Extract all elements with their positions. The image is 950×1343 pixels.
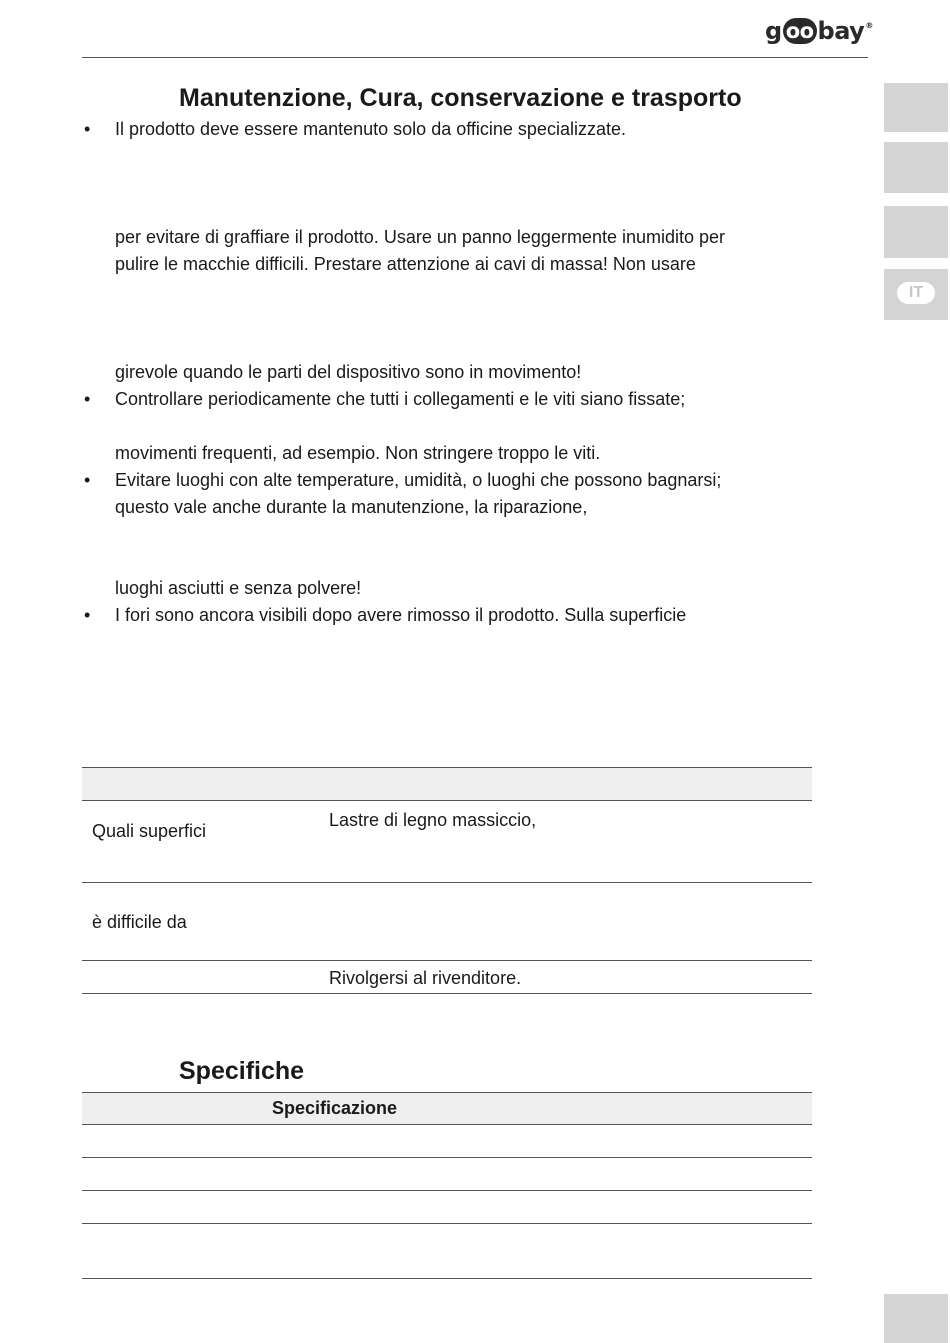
- faq-table-header-band: [82, 768, 812, 800]
- maintenance-line: Il prodotto deve essere mantenuto solo da officine specializzate.: [115, 119, 626, 139]
- goobay-logo: [765, 17, 873, 45]
- maintenance-line: pulire le macchie difficili. Prestare attenzione ai cavi di massa! Non usare: [115, 254, 696, 274]
- spec-table-bottom-rule: [82, 1278, 812, 1279]
- faq-table-rule: [82, 882, 812, 883]
- maintenance-heading: Manutenzione, Cura, conservazione e trasporto: [179, 84, 742, 112]
- spec-table-rule: [82, 1223, 812, 1224]
- faq-table-bottom-rule: [82, 993, 812, 994]
- bullet-marker: •: [84, 119, 91, 139]
- maintenance-line: Controllare periodicamente che tutti i collegamenti e le viti siano fissate;: [115, 389, 686, 409]
- faq-question: Quali superfici: [92, 821, 207, 841]
- faq-table-rule: [82, 960, 812, 961]
- maintenance-line: questo vale anche durante la manutenzione, la riparazione,: [115, 497, 588, 517]
- bullet-marker: •: [84, 605, 91, 625]
- bullet-marker: •: [84, 470, 91, 490]
- side-tab-it[interactable]: [884, 269, 948, 320]
- maintenance-line: per evitare di graffiare il prodotto. Usare un panno leggermente inumidito per: [115, 227, 726, 247]
- maintenance-line: luoghi asciutti e senza polvere!: [115, 578, 362, 598]
- logo-g: g: [765, 17, 782, 45]
- faq-table-rule: [82, 800, 812, 801]
- side-tab-3[interactable]: [884, 206, 948, 258]
- language-label-it: IT: [897, 282, 935, 304]
- faq-question: è difficile da: [92, 912, 187, 932]
- logo-registered-mark: ®: [865, 20, 873, 30]
- faq-answer: Lastre di legno massiccio,: [329, 810, 537, 830]
- spec-table-header-band: [82, 1093, 812, 1124]
- spec-table-rule: [82, 1190, 812, 1191]
- maintenance-line: I fori sono ancora visibili dopo avere rimosso il prodotto. Sulla superficie: [115, 605, 687, 625]
- header-divider: [82, 57, 868, 58]
- logo-oo: oo: [783, 18, 817, 44]
- spec-table-header: Specificazione: [272, 1098, 398, 1118]
- bullet-marker: •: [84, 389, 91, 409]
- side-tab-1[interactable]: [884, 83, 948, 132]
- specifications-heading: Specifiche: [179, 1057, 305, 1085]
- maintenance-line: Evitare luoghi con alte temperature, umidità, o luoghi che possono bagnarsi;: [115, 470, 722, 490]
- side-tab-2[interactable]: [884, 142, 948, 193]
- maintenance-line: movimenti frequenti, ad esempio. Non stringere troppo le viti.: [115, 443, 601, 463]
- side-tab-page: [884, 1294, 948, 1343]
- faq-answer: Rivolgersi al rivenditore.: [329, 968, 522, 988]
- spec-table-rule: [82, 1124, 812, 1125]
- maintenance-line: girevole quando le parti del dispositivo sono in movimento!: [115, 362, 582, 382]
- spec-table-rule: [82, 1157, 812, 1158]
- logo-bay: bay: [817, 17, 865, 45]
